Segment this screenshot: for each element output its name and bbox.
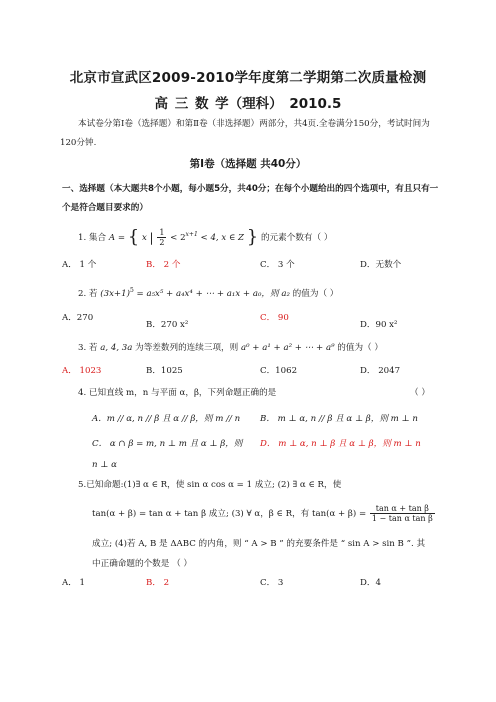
q1-frac-den: 2 (159, 238, 165, 247)
exam-subtitle: 高 三 数 学（理科） 2010.5 (154, 96, 342, 112)
q1-ineq: < 2 (170, 233, 186, 243)
q2-stem: 2. 若 (78, 289, 98, 299)
q2-exp: 5 (129, 287, 134, 295)
q3-option-a: A． 1023 (62, 366, 102, 376)
q1-x: x (141, 233, 147, 243)
q5-line-4: 中正确命题的个数是 （ ） (92, 559, 192, 569)
section-title: 第Ⅰ卷（选择题 共40分） (189, 158, 307, 170)
q1-set-var: A (108, 233, 116, 243)
q3-tail: 的值为（ ） (337, 343, 383, 353)
q2-option-b: B．270 x² (146, 320, 189, 330)
q5-option-c: C． 3 (260, 578, 284, 588)
section-instructions: 一、选择题（本大题共8个小题，每小题5分，共40分；在每个小题给出的四个选项中，有且只有一个是符合题目要求的） (62, 184, 439, 213)
q2-tail: 的值为（ ） (292, 289, 339, 299)
exam-title: 北京市宣武区2009-2010学年度第二学期第二次质量检测 (69, 70, 427, 86)
q1-bar: | (149, 230, 154, 245)
q5-line-3: 成立; (4)若 A, B 是 ΔABC 的内角，则 “ A > B ” 的充要条件是 “ sin A > sin B ”. 其 (92, 539, 426, 549)
q5-fraction (370, 504, 435, 523)
q5-option-a: A． 1 (62, 578, 85, 588)
q3-mid: 为等差数列的连续三项，则 (135, 343, 239, 353)
q2-rhs: = a₅x⁵ + a₄x⁴ + ⋯ + a₁x + a₀，则 (136, 289, 279, 299)
q4-option-c-continued: n ⊥ α (92, 460, 117, 470)
q1-left-brace: { (127, 226, 140, 248)
q5-option-d: D．4 (360, 578, 381, 588)
q4-option-c: C． α ∩ β = m, n ⊥ m 且 α ⊥ β，则 (92, 439, 243, 449)
q4-option-d: D． m ⊥ α, n ⊥ β 且 α ⊥ β，则 m ⊥ n (260, 439, 421, 449)
question-4 (78, 386, 276, 398)
q1-option-d: D．无数个 (360, 260, 402, 270)
q1-fraction (157, 228, 166, 247)
q1-right-brace: } (246, 226, 259, 248)
q4-stem: 4. 已知直线 m，n 与平面 α，β，下列命题正确的是 (78, 388, 277, 398)
q4-option-b: B． m ⊥ α, n // β 且 α ⊥ β，则 m ⊥ n (260, 414, 418, 424)
q3-expr: a⁰ + a¹ + a² + ⋯ + a⁹ (240, 343, 335, 353)
q2-option-d: D．90 x² (360, 320, 398, 330)
q3-option-b: B．1025 (146, 366, 183, 376)
q5-line-1: 5.已知命题:(1)∃ α ∈ R，使 sin α cos α = 1 成立; (2) ∃ α ∈ R，使 (78, 480, 342, 490)
q1-stem: 1. 集合 (78, 233, 107, 243)
q5-line-2-text: tan(α + β) = tan α + tan β 成立; (3) ∀ α，β ∈ R，有 tan(α + β) = (92, 509, 367, 519)
q1-option-b: B． 2 个 (146, 260, 181, 270)
q4-option-a: A．m // α, n // β 且 α // β，则 m // n (92, 414, 241, 424)
q1-frac-num: 1 (159, 228, 165, 237)
q3-cond: a, 4, 3a (100, 343, 133, 353)
q5-frac-den: 1 − tan α tan β (371, 514, 433, 523)
q1-tail: 的元素个数有（ ） (260, 233, 333, 243)
question-3 (78, 341, 383, 353)
q1-exp: x+1 (185, 231, 198, 239)
q1-option-a: A． 1 个 (62, 260, 97, 270)
question-1 (78, 228, 332, 247)
q5-option-b: B． 2 (146, 578, 170, 588)
q3-option-c: C．1062 (260, 366, 298, 376)
q1-ineq2: < 4, x ∈ Z (200, 233, 245, 243)
q1-eq: = (117, 233, 126, 243)
q2-option-c: C． 90 (260, 313, 289, 323)
q3-option-d: D． 2047 (360, 366, 401, 376)
q2-option-a: A．270 (62, 313, 94, 323)
q2-expr: (3x+1) (100, 289, 130, 299)
exam-intro: 本试卷分第Ⅰ卷（选择题）和第Ⅱ卷（非选择题）两部分，共4页.全卷满分150分，考试时间为120分钟. (60, 119, 430, 148)
q5-line-2 (92, 504, 436, 523)
q3-stem: 3. 若 (78, 343, 98, 353)
q2-target: a₂ (281, 289, 290, 299)
q5-frac-num: tan α + tan β (370, 504, 435, 514)
question-2 (78, 287, 338, 299)
q1-option-c: C． 3 个 (260, 260, 295, 270)
q4-answer-paren: （ ） (410, 388, 430, 398)
